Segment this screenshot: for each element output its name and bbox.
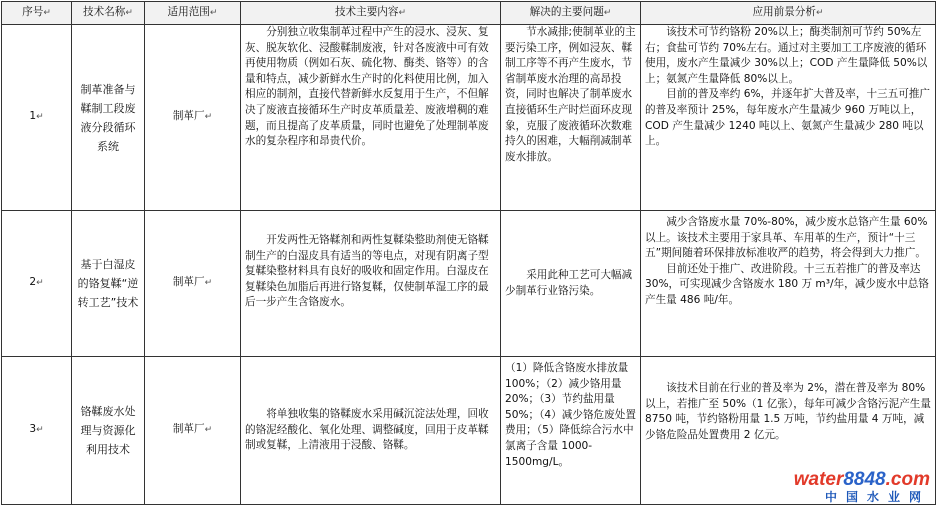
header-row	[2, 2, 936, 25]
problem-solved: 采用此种工艺可大幅减少制革行业铬污染。	[501, 211, 641, 357]
prospect-analysis: 该技术目前在行业的普及率为 2%，潜在普及率为 80%以上，若推广至 50%（1 亿张），每年可减少含铬污泥产生量 8750 吨，节约铬粉用量 1.5 万吨，节约盐用量 4 万吨，减少铬危险品处置费用 2 亿元。	[641, 357, 936, 505]
tech-name: 基于白湿皮的铬复鞣“逆转工艺”技术	[72, 211, 145, 357]
header-cell-name: 技术名称↵	[72, 2, 145, 25]
table-row	[2, 211, 936, 357]
tech-content: 分别独立收集制革过程中产生的浸水、浸灰、复灰、脱灰软化、浸酸鞣制废液，针对各废液中可有效再使用物质（例如石灰、硫化物、酶类、铬等）的含量和特点，减少新鲜水生产时的化料使用比例，加入相应的制剂，直接代替新鲜水反复用于生产，不但解决了废液直接循环生产时皮革质量差、废液增稠的难题，而且提高了皮革质量，同时也避免了处理制革废水的复杂程序和昂贵代价。	[241, 25, 501, 211]
prospect-analysis: 该技术可节约铬粉 20%以上；酶类制剂可节约 50%左右；食盐可节约 70%左右。通过对主要加工工序废液的循环使用，废水产生量减少 30%以上；COD 产生量降低 50%以上；氨氮产生量降低 80%以上。 目前的普及率约 6%，并逐年扩大普及率，十三五可推广的普及率预计 25%，每年废水产生量减少 960 万吨以上，COD 产生量减少 1240 吨以上、氨氮产生量减少 280 吨以上。	[641, 25, 936, 211]
header-cell-problem: 解决的主要问题↵	[501, 2, 641, 25]
scope: 制革厂↵	[145, 25, 241, 211]
tech-content: 开发两性无铬鞣剂和两性复鞣染整助剂使无铬鞣制生产的白湿皮具有适当的等电点，对现有阴离子型复鞣染整材料具有良好的吸收和固定作用。白湿皮在复鞣染色加脂后再进行铬复鞣，仅使制革湿工序的最后一步产生含铬废水。	[241, 211, 501, 357]
tech-name: 铬鞣废水处理与资源化利用技术	[72, 357, 145, 505]
scope: 制革厂↵	[145, 211, 241, 357]
problem-solved: （1）降低含铬废水排放量 100%；（2）减少铬用量 20%；（3）节约盐用量 50%；（4）减少铬危废处置费用；（5）降低综合污水中氯离子含量 1000-1500mg/L。	[501, 357, 641, 505]
header-cell-prospect: 应用前景分析↵	[641, 2, 936, 25]
scope: 制革厂↵	[145, 357, 241, 505]
technology-table	[1, 1, 936, 505]
watermark-logo: water8848.com 中国水业网	[793, 469, 930, 504]
tech-name: 制革准备与鞣制工段废液分段循环系统	[72, 25, 145, 211]
table-row	[2, 25, 936, 211]
table-row	[2, 357, 936, 505]
tech-content: 将单独收集的铬鞣废水采用碱沉淀法处理，回收的铬泥经酸化、氧化处理、调整碱度，回用于皮革鞣制或复鞣，上清液用于浸酸、铬鞣。	[241, 357, 501, 505]
prospect-analysis: 减少含铬废水量 70%-80%，减少废水总铬产生量 60%以上。该技术主要用于家具革、车用革的生产，预计“十三五”期间随着环保排放标准收严的趋势，将会得到大力推广。 目前还处于推广、改进阶段。十三五若推广的普及率达 30%，可实现减少含铬废水 180 万 m³/年，减少废水中总铬产生量 486 吨/年。	[641, 211, 936, 357]
header-cell-scope: 适用范围↵	[145, 2, 241, 25]
row-number: 3↵	[2, 357, 72, 505]
watermark-subtitle: 中国水业网	[824, 490, 930, 504]
row-number: 2↵	[2, 211, 72, 357]
problem-solved: 节水减排;使制革业的主要污染工序，例如浸灰、鞣制工序等不再产生废水，节省制革废水治理的高昂投资，同时也解决了制革废水直接循环生产时烂面环皮现象，克服了废液循环次数难持久的困难，大幅削减制革废水排放。	[501, 25, 641, 211]
row-number: 1↵	[2, 25, 72, 211]
header-cell-no: 序号↵	[2, 2, 72, 25]
header-cell-content: 技术主要内容↵	[241, 2, 501, 25]
